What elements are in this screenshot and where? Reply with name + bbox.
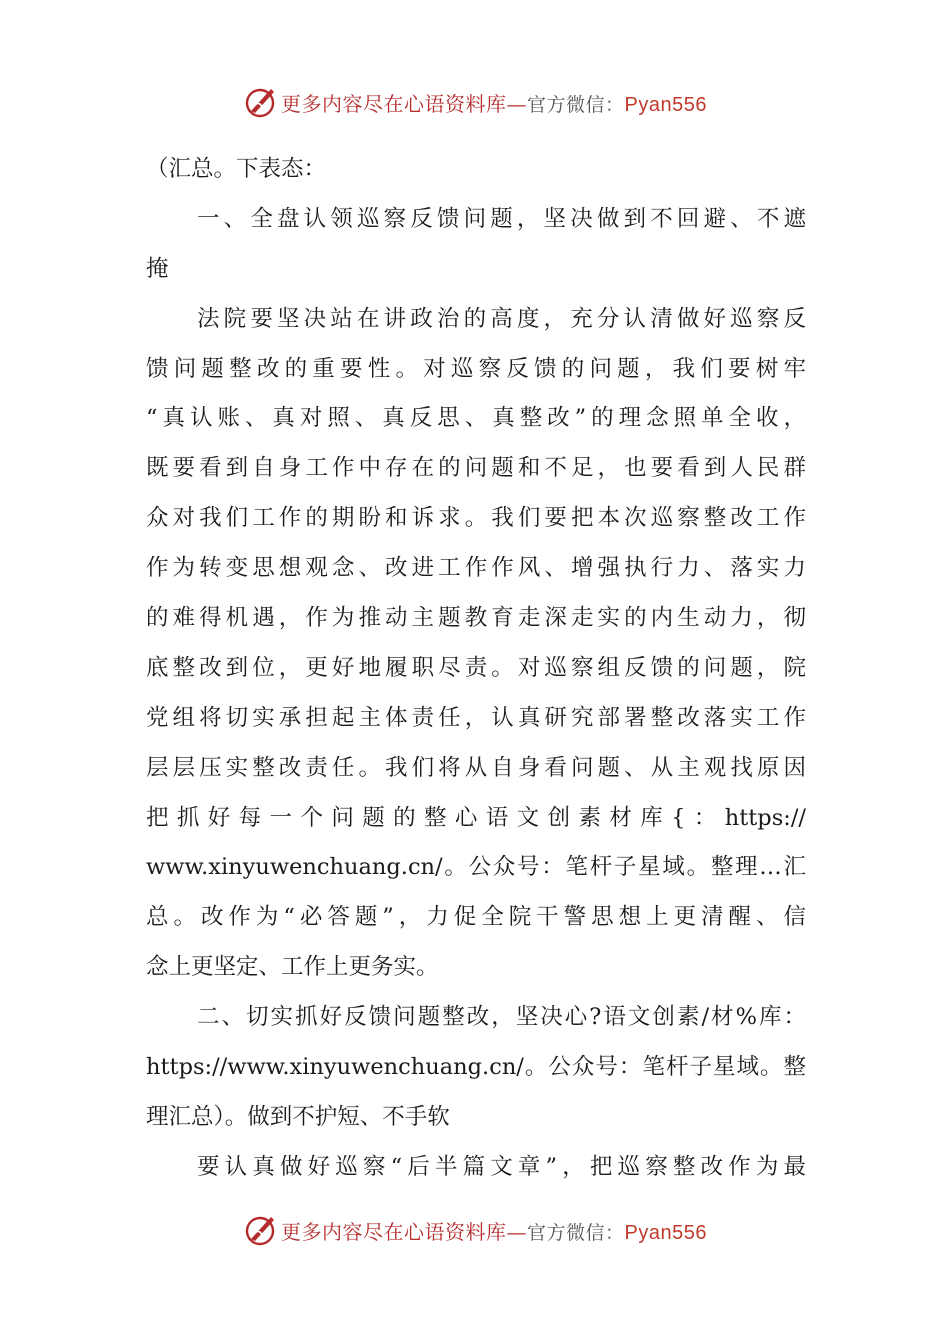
paragraph-line: 底整改到位，更好地履职尽责。对巡察组反馈的问题，院 <box>146 654 806 681</box>
watermark-banner-top <box>0 82 950 122</box>
paragraph-line: 把抓好每一个问题的整心语文创素材库{：https:// <box>146 804 806 831</box>
watermark-wechat-id: Pyan556 <box>624 1221 707 1244</box>
watermark-text <box>281 88 707 117</box>
text-line: 掩 <box>146 255 169 282</box>
watermark-dash: — <box>506 1219 527 1244</box>
watermark-official: 官方微信： <box>527 93 625 116</box>
paragraph-line: 层层压实整改责任。我们将从自身看问题、从主观找原因 <box>146 754 806 781</box>
paragraph-line: 众对我们工作的期盼和诉求。我们要把本次巡察整改工作 <box>146 505 806 532</box>
paragraph-line: 法院要坚决站在讲政治的高度，充分认清做好巡察反 <box>197 305 806 332</box>
paragraph-line: 念上更坚定、工作上更务实。 <box>146 954 439 981</box>
text-line: （汇总。下表态： <box>146 156 327 182</box>
watermark-banner-bottom <box>0 1210 950 1250</box>
section-heading-2: 二、切实抓好反馈问题整改，坚决心?语文创素/材%库： <box>197 1004 806 1031</box>
paragraph-line: 党组将切实承担起主体责任，认真研究部署整改落实工作 <box>146 704 806 731</box>
paragraph-line: 要认真做好巡察“后半篇文章”，把巡察整改作为最 <box>197 1153 806 1180</box>
paragraph-line: 理汇总）。做到不护短、不手软 <box>146 1103 450 1130</box>
section-heading-1: 一、全盘认领巡察反馈问题，坚决做到不回避、不遮 <box>197 205 806 232</box>
watermark-site: 更多内容尽在心语资料库 <box>281 91 507 116</box>
paragraph-line: 作为转变思想观念、改进工作作风、增强执行力、落实力 <box>146 555 806 582</box>
paragraph-line: www.xinyuwenchuang.cn/。公众号：笔杆子星域。整理…汇 <box>146 854 806 881</box>
watermark-text <box>281 1216 707 1245</box>
paragraph-line: 馈问题整改的重要性。对巡察反馈的问题，我们要树牢 <box>146 355 806 382</box>
quill-seal-icon <box>243 1212 279 1248</box>
watermark-dash: — <box>506 91 527 116</box>
quill-seal-icon <box>243 84 279 120</box>
document-body <box>146 145 806 1193</box>
paragraph-line: 总。改作为“必答题”，力促全院干警思想上更清醒、信 <box>146 904 806 931</box>
paragraph-line: https://www.xinyuwenchuang.cn/。公众号：笔杆子星域。整 <box>146 1054 806 1081</box>
paragraph-line: 的难得机遇，作为推动主题教育走深走实的内生动力，彻 <box>146 605 806 632</box>
paragraph-line: “真认账、真对照、真反思、真整改”的理念照单全收， <box>146 405 806 432</box>
paragraph-line: 既要看到自身工作中存在的问题和不足，也要看到人民群 <box>146 455 806 482</box>
watermark-official: 官方微信： <box>527 1221 625 1244</box>
watermark-site: 更多内容尽在心语资料库 <box>281 1219 507 1244</box>
watermark-wechat-id: Pyan556 <box>624 93 707 116</box>
